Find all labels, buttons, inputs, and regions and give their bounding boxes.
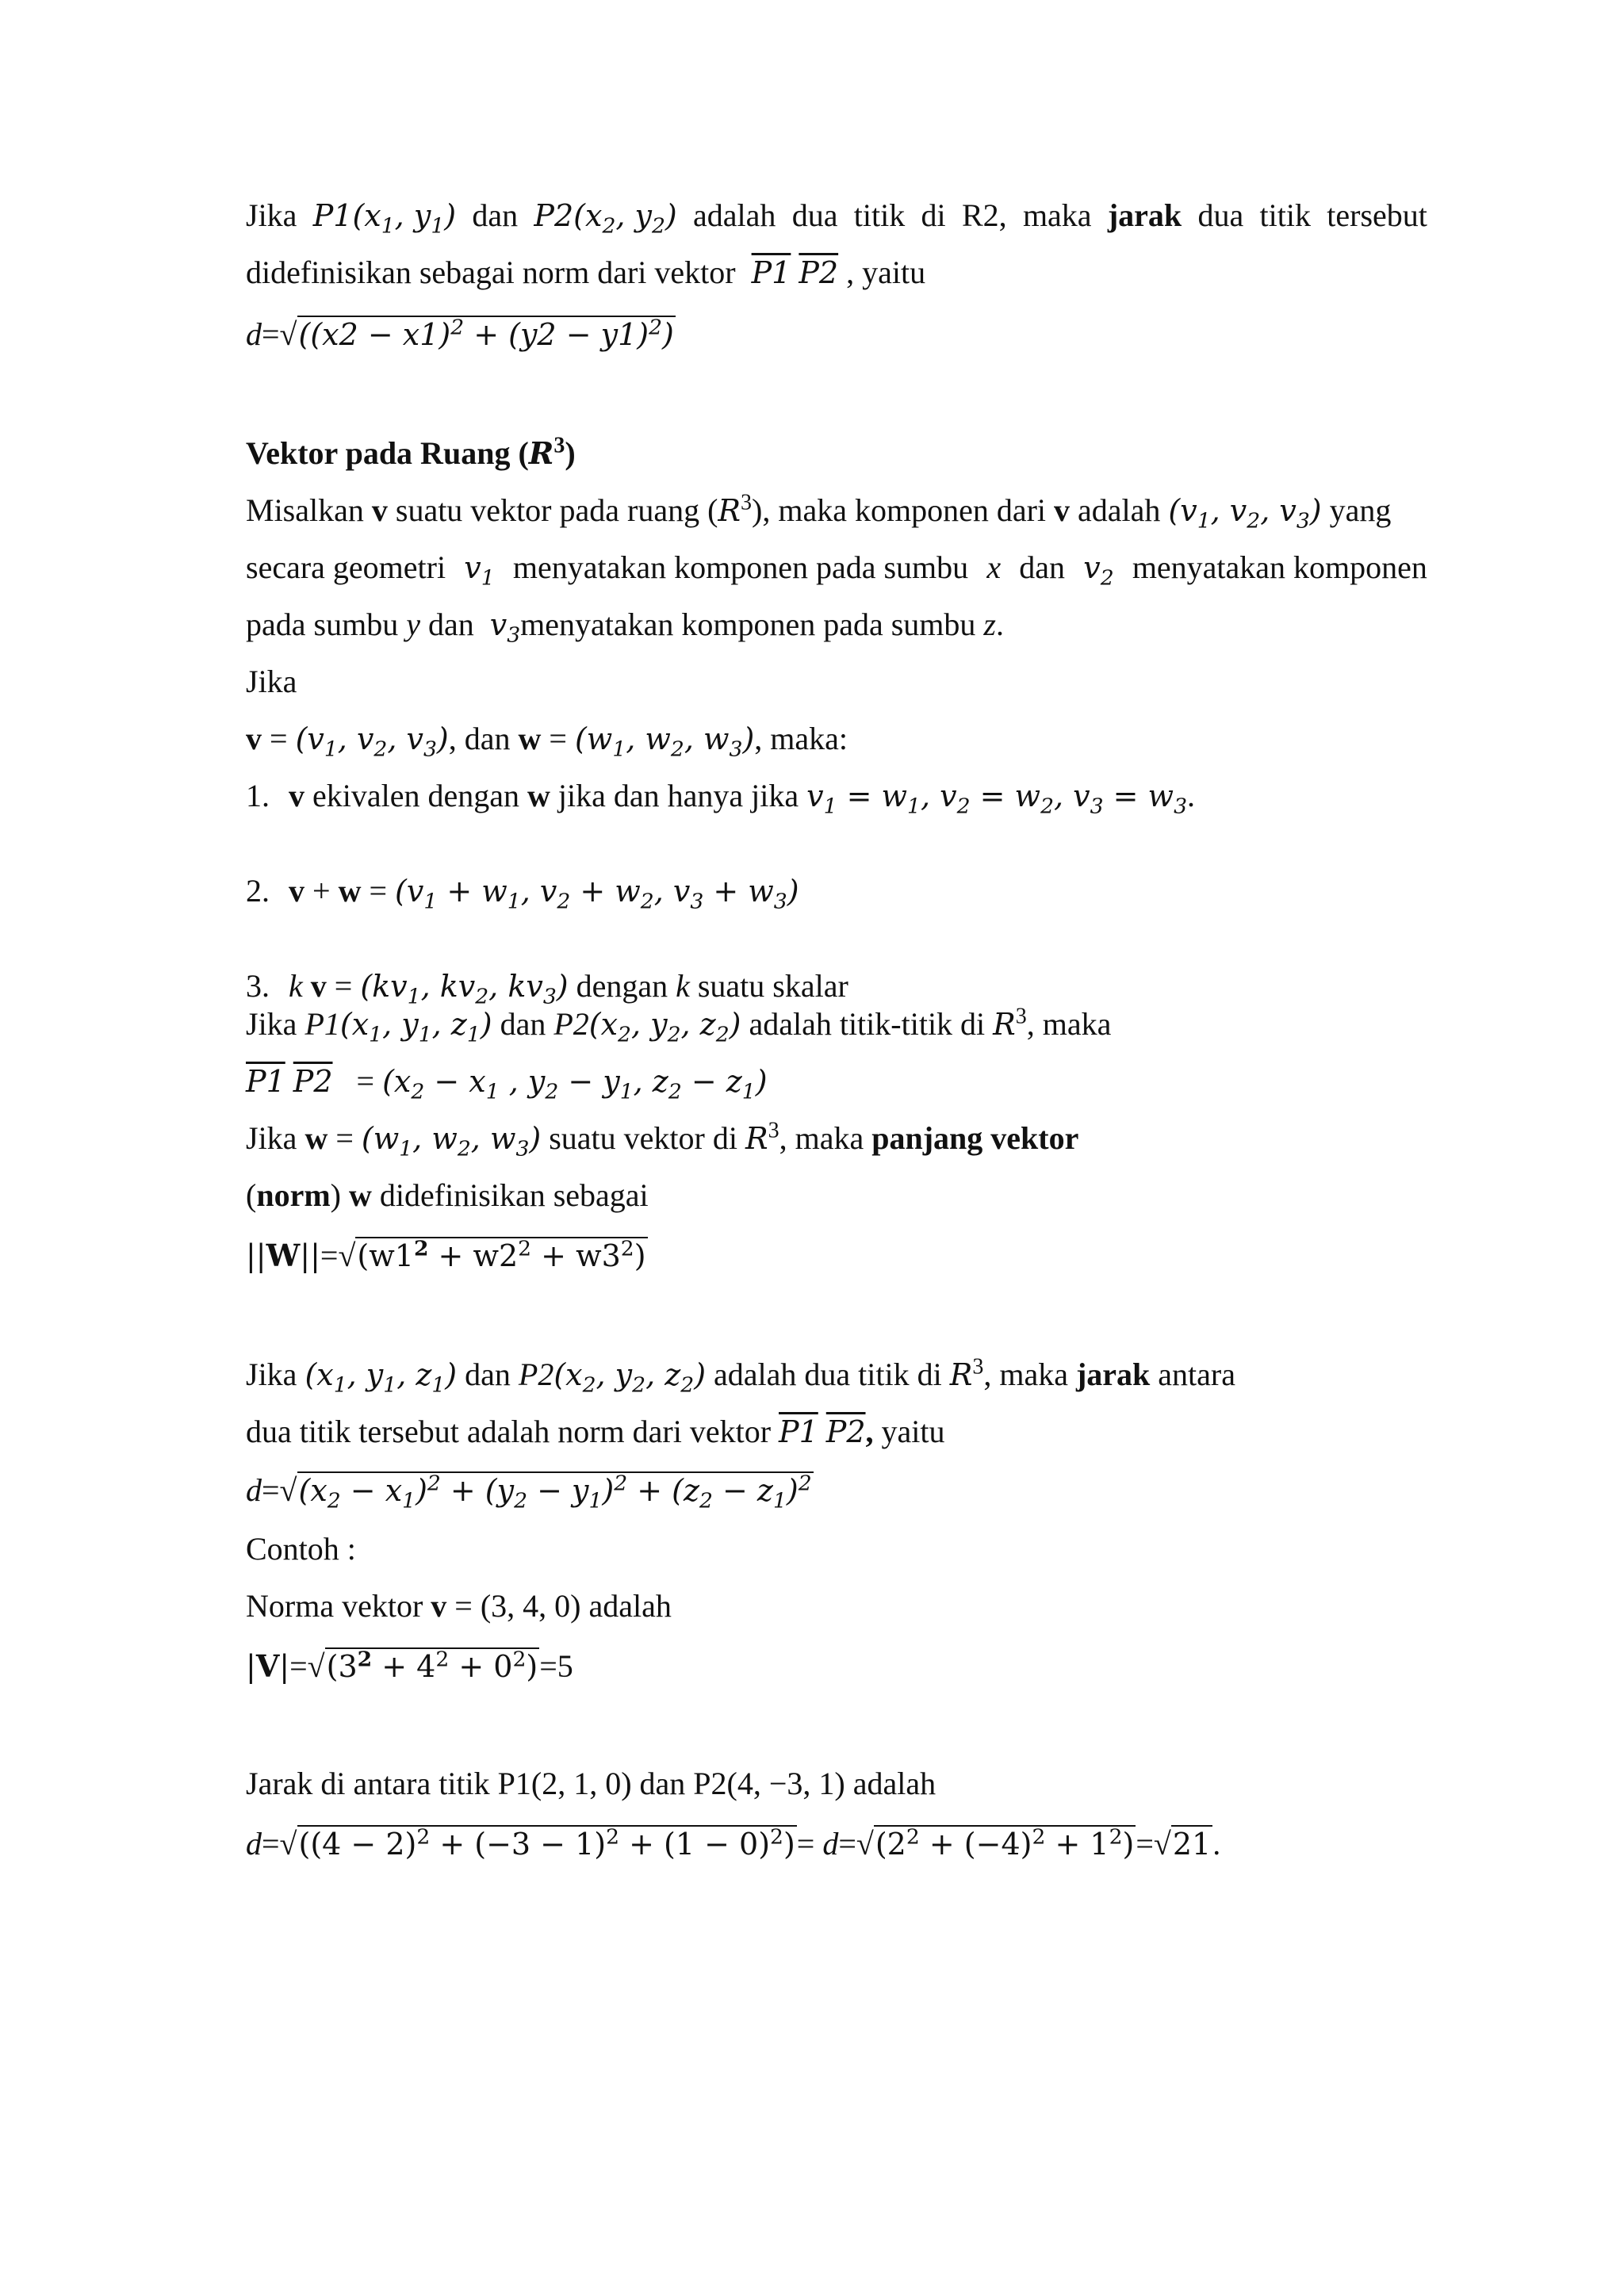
p1-line-1: Jika $P1(x_1$, $y_1$) dan $P2(x_2$, $y_2$) adalah dua titik di R2, maka jarak dua titik tersebut	[246, 197, 1427, 239]
list-item-2: 2. $v + w = (v_1 + w_1$, $v_2 + w_2$, $v_3 + w_3$)	[246, 873, 799, 914]
p4-line-1: Jika ($x_1$, $y_1$, $z_1$) dan $P2(x_2$, $y_2$, $z_2$) adalah dua titik di $R^3$, maka jarak antara	[246, 1354, 1235, 1398]
p2-line-2: secara geometri $v_1$ menyatakan komponen pada sumbu x dan $v_2$ menyatakan komponen	[246, 549, 1427, 591]
norma-line: Norma vektor v = (3, 4, 0) adalah	[246, 1588, 672, 1624]
math-p1-point: $P1(x_1$, $y_1$)	[312, 198, 457, 239]
list-item-1: 1. v ekivalen dengan w jika dan hanya jika $v_1 = w_1$, $v_2 = w_2$, $v_3 = w_3$.	[246, 778, 1195, 819]
p4-line-2: dua titik tersebut adalah norm dari vektor P1 P2, yaitu	[246, 1414, 945, 1449]
list-item-3: 3. k $v = (kv_1$, $kv_2$, $kv_3$) dengan k suatu skalar	[246, 968, 848, 1009]
distance-formula-3d: $d=√(x_2 - x_1)^2 + (y_2 - y_1)^2 + (z_2 - z_1)^2$	[246, 1471, 812, 1513]
norma-result: $|V|=√(3^2 + 4^2 + 0^2)=5$	[246, 1647, 573, 1684]
math-vector-p1p2: P1	[751, 255, 791, 290]
p3-line-3: Jika $w = (w_1$, $w_2$, $w_3$) suatu vektor di $R^3$, maka panjang vektor	[246, 1118, 1079, 1161]
p3-vector-eq: P1 $P2 = (x_2 - x_1$ , $y_2 - y_1$, $z_2 - z_1$)	[246, 1063, 768, 1104]
p3-line-4: (norm) w didefinisikan sebagai	[246, 1177, 649, 1213]
jarak-result: $d=√((4 - 2)^2 + (-3 - 1)^2 + (1 - 0)^2)= d=√(2^2 + (-4)^2 + 1^2)=√21$.	[246, 1824, 1221, 1862]
p1-line-2: didefinisikan sebagai norm dari vektor P1 P2 , yaitu	[246, 254, 926, 290]
norm-formula: $||W||=√(w1^2 + w2^2 + w3^2)$	[246, 1236, 646, 1273]
section-heading: Vektor pada Ruang $(R^3)$	[246, 433, 576, 471]
p2-line-1: Misalkan v suatu vektor pada ruang $(R^3)$, maka komponen dari v adalah ($v_1$, $v_2$, $v_3$) yang	[246, 490, 1392, 534]
p2-line-3: pada sumbu y dan $v_3menyatakan$ komponen pada sumbu z.	[246, 607, 1004, 648]
jarak-line: Jarak di antara titik P1(2, 1, 0) dan P2(4, −3, 1) adalah	[246, 1766, 936, 1801]
p3-line-1: Jika $P1(x_1$, $y_1$, $z_1$) dan $P2(x_2$, $y_2$, $z_2$) adalah titik-titik di $R^3$, maka	[246, 1004, 1112, 1047]
contoh-label: Contoh :	[246, 1531, 356, 1567]
math-p2-point: $P2(x_2$, $y_2$)	[534, 198, 677, 239]
jika-line: Jika	[246, 664, 297, 699]
p1-formula: $d=√((x2 - x1)^2 + (y2 - y1)^2)$	[246, 315, 674, 352]
vw-definition: $v = (v_1$, $v_2$, $v_3$), dan $w = (w_1$, $w_2$, $w_3$), maka:	[246, 721, 848, 762]
